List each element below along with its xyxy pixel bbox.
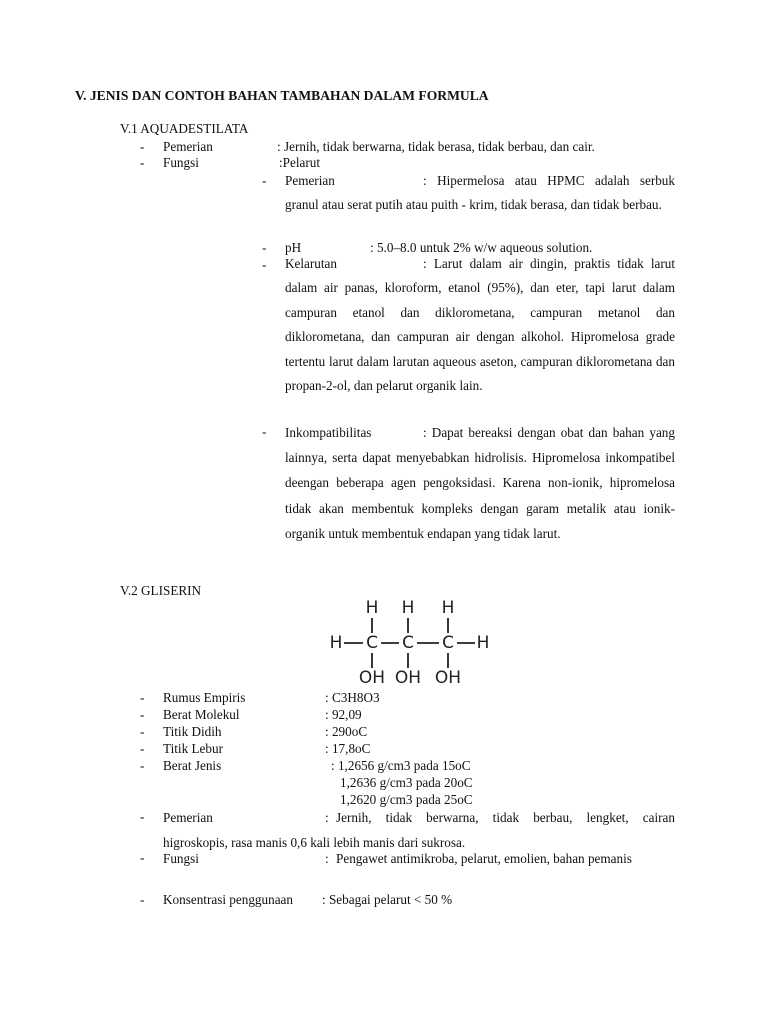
didih-value: : 290oC [325, 724, 368, 739]
konsentrasi-value: : Sebagai pelarut < 50 % [322, 892, 453, 907]
bm-label: Berat Molekul [163, 707, 240, 722]
structure-atom: H [401, 598, 415, 618]
structure-atom: OH [358, 668, 386, 688]
konsentrasi-label: Konsentrasi penggunaan [163, 892, 294, 907]
inkompatibilitas-label: Inkompatibilitas [285, 425, 372, 440]
gliserin-pemerian-value: Jernih, tidak berwarna, tidak berbau, lengket, cairan higroskopis, rasa manis 0,6 kali lebih manis dari sukrosa. [163, 810, 675, 850]
structure-atom: OH [394, 668, 422, 688]
colon: : [325, 851, 329, 866]
bullet: - [140, 724, 145, 739]
bullet: - [140, 690, 145, 705]
gliserin-pemerian-label: Pemerian [163, 810, 213, 825]
lebur-value: : 17,8oC [325, 741, 371, 756]
fungsi-value: :Pelarut [279, 155, 321, 170]
kelarutan-value: : Larut dalam air dingin, praktis tidak larut dalam air panas, kloroform, etanol (95%), dan eter, tapi larut dalam campuran etanol dan diklorometana, campuran metanol dan diklorometana, dan campuran air dengan alkohol. Hipromelosa grade tertentu larut dalam larutan aqueous aseton, campuran diklorometana dan propan-2-ol, dan pelarut organik lain. [285, 256, 675, 394]
hpmc-pemerian-value: : Hipermelosa atau HPMC adalah serbuk granul atau serat putih atau puith - krim, tidak berasa, dan tidak berbau. [285, 173, 675, 213]
document-heading: V. JENIS DAN CONTOH BAHAN TAMBAHAN DALAM FORMULA [75, 88, 489, 103]
bullet: - [140, 155, 145, 170]
bullet: - [140, 707, 145, 722]
structure-atom: H [365, 598, 379, 618]
gliserin-fungsi [163, 846, 675, 871]
bullet: - [140, 892, 145, 907]
structure-atom: H [329, 633, 343, 653]
structure-atom: H [476, 633, 490, 653]
gliserin-fungsi-label: Fungsi [163, 851, 199, 866]
bj-value-2: 1,2636 g/cm3 pada 20oC [340, 775, 473, 790]
bullet: - [140, 741, 145, 756]
structure-atom: H [441, 598, 455, 618]
hpmc-pemerian-label: Pemerian [285, 173, 335, 188]
bullet: - [262, 424, 267, 439]
structure-atom: C [402, 633, 414, 653]
bullet: - [140, 758, 145, 773]
bullet: - [262, 173, 267, 188]
section-1-title: V.1 AQUADESTILATA [120, 121, 249, 136]
section-2-title: V.2 GLISERIN [120, 583, 202, 598]
didih-label: Titik Didih [163, 724, 222, 739]
rumus-label: Rumus Empiris [163, 690, 246, 705]
kelarutan [285, 252, 675, 398]
ph-value: : 5.0–8.0 untuk 2% w/w aqueous solution. [370, 240, 593, 255]
bullet: - [140, 139, 145, 154]
structure-atom: C [366, 633, 378, 653]
colon: : [325, 810, 329, 825]
fungsi-label: Fungsi [163, 155, 199, 170]
bullet: - [140, 850, 145, 865]
lebur-label: Titik Lebur [163, 741, 223, 756]
gliserin-fungsi-value: Pengawet antimikroba, pelarut, emolien, bahan pemanis [336, 851, 632, 866]
hpmc-pemerian [285, 169, 675, 218]
bullet: - [262, 240, 267, 255]
bullet: - [140, 809, 145, 824]
bj-value-1: : 1,2656 g/cm3 pada 15oC [331, 758, 471, 773]
structure-atom: OH [434, 668, 462, 688]
bullet: - [262, 257, 267, 272]
inkompatibilitas [285, 420, 675, 546]
bj-label: Berat Jenis [163, 758, 222, 773]
pemerian-label: Pemerian [163, 139, 213, 154]
structure-atom: C [442, 633, 454, 653]
pemerian-value: : Jernih, tidak berwarna, tidak berasa, tidak berbau, dan cair. [277, 139, 595, 154]
bj-value-3: 1,2620 g/cm3 pada 25oC [340, 792, 473, 807]
glycerol-structure [320, 596, 500, 690]
ph-label: pH [285, 240, 302, 255]
rumus-value: : C3H8O3 [325, 690, 380, 705]
inkompatibilitas-value: : Dapat bereaksi dengan obat dan bahan yang lainnya, serta dapat menyebabkan hidrolisis. Hipromelosa inkompatibel deengan beberapa agen pengoksidasi. Karena non-ionik, hipromelosa tidak akan membentuk kompleks dengan garam metalik atau ionik-organik untuk membentuk endapan yang tidak larut. [285, 425, 675, 541]
kelarutan-label: Kelarutan [285, 256, 337, 271]
bm-value: : 92,09 [325, 707, 362, 722]
